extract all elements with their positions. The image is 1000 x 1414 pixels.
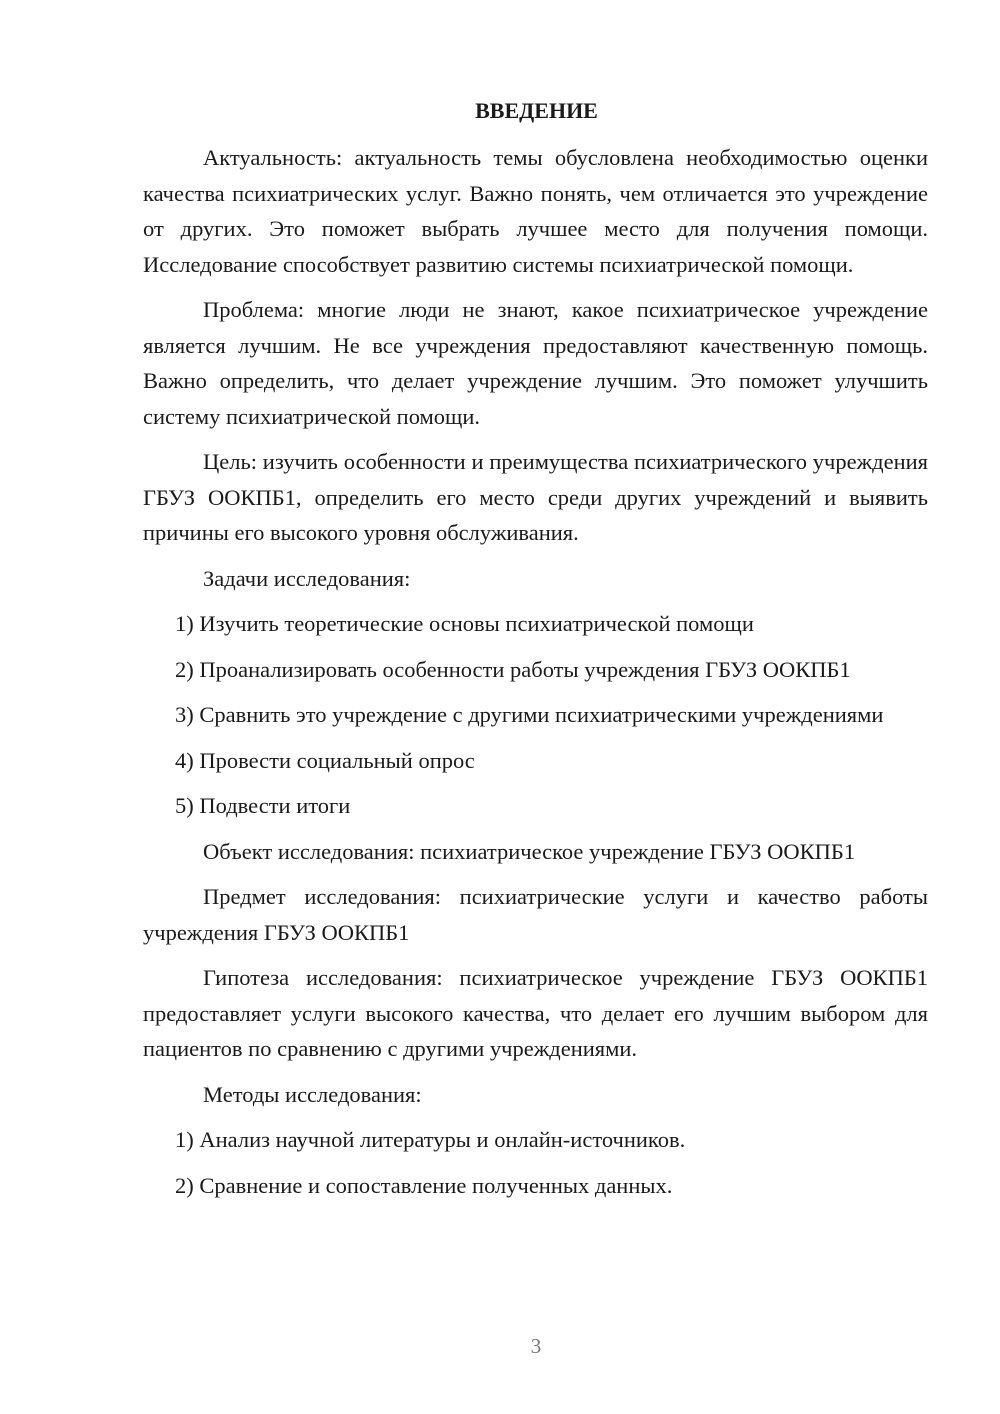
task-item: 5) Подвести итоги <box>175 793 351 818</box>
methods-heading: Методы исследования: <box>203 1081 422 1107</box>
task-item: 2) Проанализировать особенности работы учреждения ГБУЗ ООКПБ1 <box>175 656 851 682</box>
relevance-paragraph: Актуальность: актуальность темы обусловлена необходимостью оценки качества психиатрических услуг. Важно понять, чем отличается это учреждение от других. Это поможет выбрать лучшее место для получения помощи. Исследование способствует развитию системы психиатрической помощи. <box>143 145 928 277</box>
page-number: 3 <box>530 1334 542 1358</box>
hypothesis-paragraph: Гипотеза исследования: психиатрическое учреждение ГБУЗ ООКПБ1 предоставляет услуги высокого качества, что делает его лучшим выбором для пациентов по сравнению с другими учреждениями. <box>143 965 928 1061</box>
tasks-heading: Задачи исследования: <box>203 565 411 591</box>
section-title: ВВЕДЕНИЕ <box>475 98 598 123</box>
task-item: 3) Сравнить это учреждение с другими психиатрическими учреждениями <box>175 702 884 727</box>
task-item: 4) Провести социальный опрос <box>175 747 475 773</box>
method-item: 2) Сравнение и сопоставление полученных данных. <box>175 1172 673 1198</box>
object-paragraph: Объект исследования: психиатрическое учреждение ГБУЗ ООКПБ1 <box>203 838 856 864</box>
task-item: 1) Изучить теоретические основы психиатрической помощи <box>175 611 754 636</box>
page-content <box>143 93 928 1213</box>
method-item: 1) Анализ научной литературы и онлайн-источников. <box>175 1127 686 1152</box>
problem-paragraph: Проблема: многие люди не знают, какое психиатрическое учреждение является лучшим. Не все учреждения предоставляют качественную помощь. Важно определить, что делает учреждение лучшим. Это поможет улучшить систему психиатрической помощи. <box>143 297 928 429</box>
subject-paragraph: Предмет исследования: психиатрические услуги и качество работы учреждения ГБУЗ ООКПБ1 <box>143 884 928 945</box>
goal-paragraph: Цель: изучить особенности и преимущества психиатрического учреждения ГБУЗ ООКПБ1, определить его место среди других учреждений и выявить причины его высокого уровня обслуживания. <box>143 449 928 545</box>
